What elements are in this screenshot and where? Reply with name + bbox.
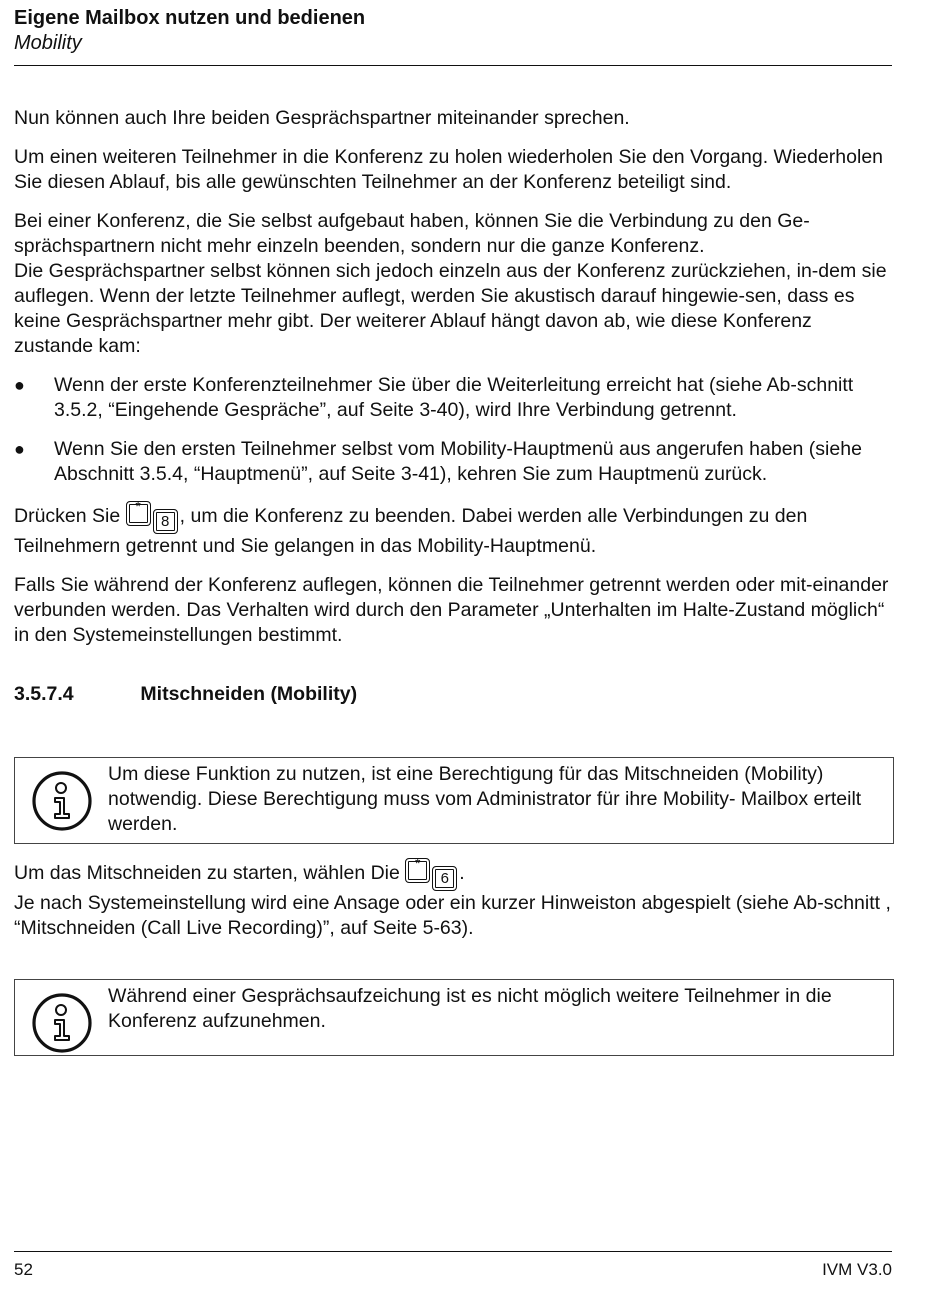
- info-icon: [31, 992, 93, 1054]
- page-header: [14, 6, 892, 56]
- star-key-label: *: [415, 855, 421, 871]
- header-divider: [14, 65, 892, 66]
- list-item: [14, 373, 894, 423]
- list-item: [14, 437, 894, 487]
- bullet-text-1: Wenn der erste Konferenzteilnehmer Sie über die Weiterleitung erreicht hat (siehe Ab-schnitt 3.5.2, “Eingehende Gespräche”, auf Seite 3-40), wird Ihre Verbindung getrennt.: [54, 374, 854, 421]
- chapter-subtitle: Mobility: [14, 32, 82, 54]
- bullet-text-2: Wenn Sie den ersten Teilnehmer selbst vom Mobility-Hauptmenü aus angerufen haben (siehe Abschnitt 3.5.4, “Hauptmenü”, auf Seite 3-41), kehren Sie zum Hauptmenü zurück.: [54, 438, 862, 485]
- key-8-icon: 8: [153, 509, 178, 534]
- key-6-icon: 6: [432, 866, 457, 891]
- note-text-1: Um diese Funktion zu nutzen, ist eine Berechtigung für das Mitschneiden (Mobility) notwendig. Diese Berechtigung muss vom Administrator für ihre Mobility- Mailbox erteilt werden.: [108, 763, 862, 835]
- star-key-label: *: [135, 498, 141, 514]
- paragraph-6-end: .: [459, 862, 465, 884]
- paragraph-7: Je nach Systemeinstellung wird eine Ansage oder ein kurzer Hinweiston abgespielt (siehe Ab-schnitt , “Mitschneiden (Call Live Recording)”, auf Seite 5-63).: [14, 892, 891, 939]
- paragraph-3a: Bei einer Konferenz, die Sie selbst aufgebaut haben, können Sie die Verbindung zu den Ge-sprächspartnern nicht mehr einzeln beenden, sondern nur die ganze Konferenz.: [14, 210, 810, 257]
- page-body: [14, 106, 894, 1070]
- paragraph-4-end: , um die Konferenz zu beenden. Dabei werden alle Verbindungen zu den Teilnehmern getrennt und Sie gelangen in das Mobility-Hauptmenü.: [14, 505, 808, 557]
- section-title: Mitschneiden (Mobility): [140, 683, 358, 705]
- info-note: [14, 979, 894, 1056]
- bullet-icon: ●: [14, 439, 25, 459]
- note-text-2: Während einer Gesprächsaufzeichung ist es nicht möglich weitere Teilnehmer in die Konferenz aufzunehmen.: [108, 985, 832, 1032]
- document-version: IVM V3.0: [822, 1260, 892, 1279]
- section-heading: [14, 682, 894, 707]
- paragraph-3: [14, 209, 894, 359]
- section-number: 3.5.7.4: [14, 683, 74, 705]
- paragraph-4-start: Drücken Sie: [14, 505, 121, 527]
- info-icon: [31, 770, 93, 832]
- bullet-icon: ●: [14, 375, 25, 395]
- page-number: 52: [14, 1260, 33, 1279]
- paragraph-2: Um einen weiteren Teilnehmer in die Konferenz zu holen wiederholen Sie den Vorgang. Wiederholen Sie diesen Ablauf, bis alle gewünschten Teilnehmer an der Konferenz beteiligt sind.: [14, 146, 884, 193]
- paragraph-5: Falls Sie während der Konferenz auflegen, können die Teilnehmer getrennt werden oder mit-einander verbunden werden. Das Verhalten wird durch den Parameter „Unterhalten im Halte-Zustand möglich“ in den Systemeinstellungen bestimmt.: [14, 574, 889, 646]
- paragraph-3b: Die Gesprächspartner selbst können sich jedoch einzeln aus der Konferenz zurückziehen, in-dem sie auflegen. Wenn der letzte Teilnehmer auflegt, werden Sie akustisch darauf hingewie-sen, dass es keine Gesprächspartner mehr gibt. Der weiterer Ablauf hängt davon ab, wie diese Konferenz zustande kam:: [14, 260, 887, 357]
- paragraph-6: [14, 855, 894, 891]
- chapter-title: Eigene Mailbox nutzen und bedienen: [14, 7, 366, 29]
- paragraph-1: Nun können auch Ihre beiden Gesprächspartner miteinander sprechen.: [14, 107, 630, 129]
- footer-divider: [14, 1251, 892, 1252]
- star-key-icon: [405, 855, 430, 883]
- star-key-icon: [126, 498, 151, 526]
- info-note: [14, 757, 894, 844]
- paragraph-4: [14, 498, 894, 559]
- paragraph-6-start: Um das Mitschneiden zu starten, wählen Die: [14, 862, 400, 884]
